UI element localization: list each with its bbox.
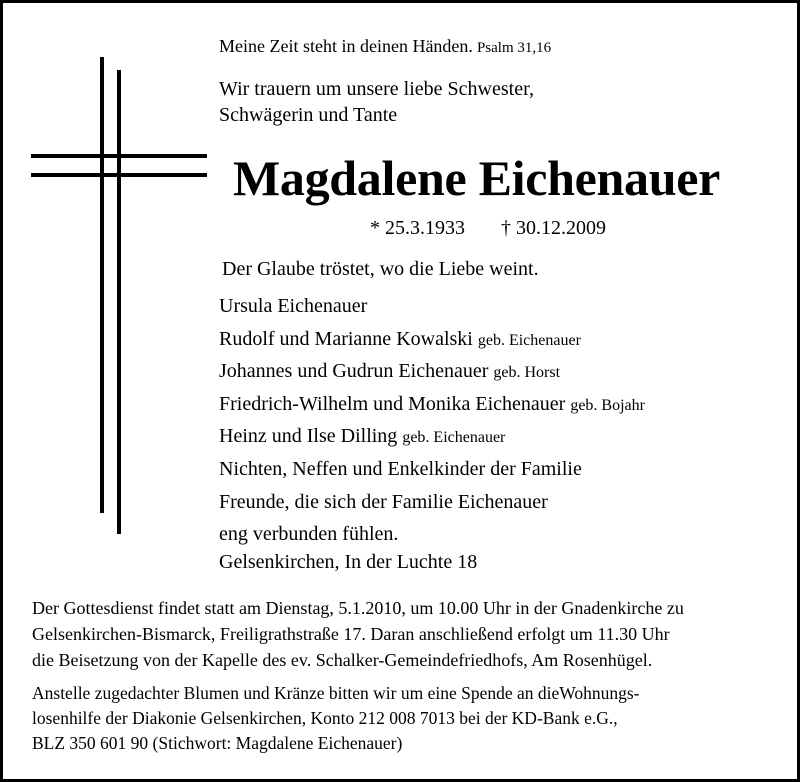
death-date: 30.12.2009 bbox=[516, 217, 606, 239]
mourner-entry: eng verbunden fühlen. bbox=[219, 523, 399, 546]
service-line: Der Gottesdienst findet statt am Dienstag, 5.1.2010, um 10.00 Uhr in der Gnadenkirche zu bbox=[32, 598, 684, 618]
deceased-name: Magdalene Eichenauer bbox=[233, 150, 721, 206]
psalm-text: Meine Zeit steht in deinen Händen. bbox=[219, 36, 473, 56]
intro-line-1: Wir trauern um unsere liebe Schwester, bbox=[219, 78, 534, 100]
mourners-list bbox=[219, 291, 645, 552]
death-symbol: † bbox=[501, 217, 511, 239]
service-line: Gelsenkirchen-Bismarck, Freiligrathstraße 17. Daran anschließend erfolgt um 11.30 Uhr bbox=[32, 624, 670, 644]
mourner-entry: Friedrich-Wilhelm und Monika Eichenauer geb. Bojahr bbox=[219, 392, 645, 415]
service-info bbox=[32, 595, 684, 673]
motto: Der Glaube tröstet, wo die Liebe weint. bbox=[222, 258, 539, 280]
birth-symbol: * bbox=[370, 217, 380, 239]
donation-line: BLZ 350 601 90 (Stichwort: Magdalene Eichenauer) bbox=[32, 733, 403, 753]
mourner-entry: Rudolf und Marianne Kowalski geb. Eichenauer bbox=[219, 327, 581, 350]
service-line: die Beisetzung von der Kapelle des ev. Schalker-Gemeindefriedhofs, Am Rosenhügel. bbox=[32, 650, 653, 670]
donation-info bbox=[32, 681, 640, 756]
birth-date: 25.3.1933 bbox=[385, 217, 465, 239]
intro-line-2: Schwägerin und Tante bbox=[219, 104, 398, 126]
mourner-entry: Ursula Eichenauer bbox=[219, 295, 368, 317]
mourner-entry: Freunde, die sich der Familie Eichenauer bbox=[219, 490, 548, 513]
mourner-entry: Johannes und Gudrun Eichenauer geb. Horst bbox=[219, 360, 561, 383]
psalm-line bbox=[219, 37, 551, 56]
psalm-reference: Psalm 31,16 bbox=[476, 40, 552, 56]
donation-line: losenhilfe der Diakonie Gelsenkirchen, Konto 212 008 7013 bei der KD-Bank e.G., bbox=[32, 708, 618, 728]
address: Gelsenkirchen, In der Luchte 18 bbox=[219, 551, 478, 573]
life-dates bbox=[370, 218, 606, 238]
mourner-entry: Nichten, Neffen und Enkelkinder der Familie bbox=[219, 457, 582, 480]
donation-line: Anstelle zugedachter Blumen und Kränze bitten wir um eine Spende an dieWohnungs- bbox=[32, 683, 640, 703]
mourner-entry: Heinz und Ilse Dilling geb. Eichenauer bbox=[219, 425, 506, 448]
